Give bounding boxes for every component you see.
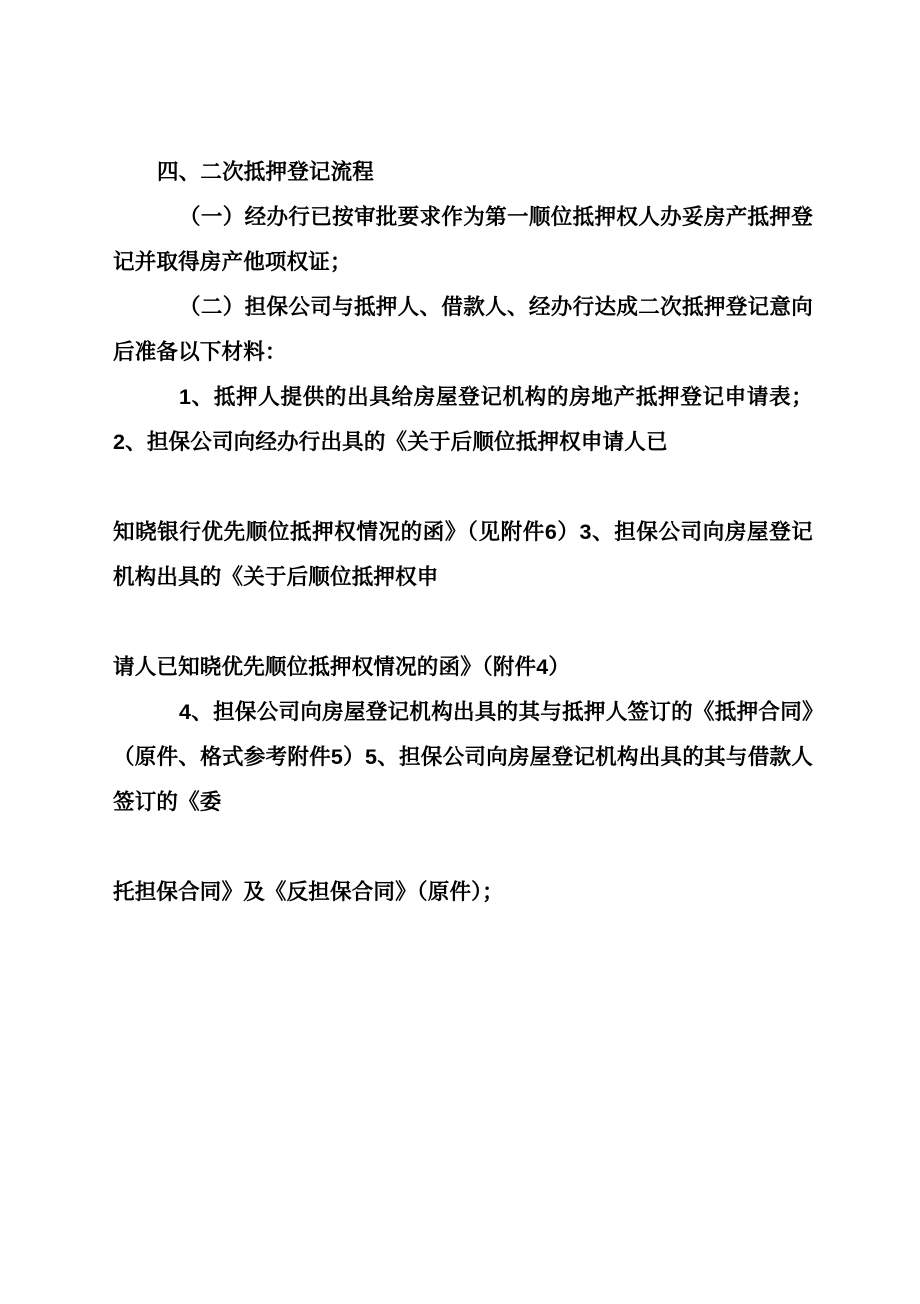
paragraph-item-1: （一）经办行已按审批要求作为第一顺位抵押权人办妥房产抵押登记并取得房产他项权证； bbox=[113, 205, 813, 274]
paragraph-item-2: （二）担保公司与抵押人、借款人、经办行达成二次抵押登记意向后准备以下材料： bbox=[113, 295, 813, 364]
paragraph-spacer-1 bbox=[113, 465, 813, 510]
document-body bbox=[113, 150, 813, 915]
paragraph-item-3: 1、抵押人提供的出具给房屋登记机构的房地产抵押登记申请表；2、担保公司向经办行出具的《关于后顺位抵押权申请人已 bbox=[113, 385, 813, 454]
paragraph-item-4: 知晓银行优先顺位抵押权情况的函》（见附件6）3、担保公司向房屋登记机构出具的《关于后顺位抵押权申 bbox=[113, 520, 813, 589]
section-heading: 四、二次抵押登记流程 bbox=[157, 160, 375, 184]
paragraph-spacer-2 bbox=[113, 600, 813, 645]
paragraph-item-5: 请人已知晓优先顺位抵押权情况的函》（附件4） bbox=[113, 655, 571, 679]
paragraph-spacer-3 bbox=[113, 825, 813, 870]
paragraph-item-6: 4、担保公司向房屋登记机构出具的其与抵押人签订的《抵押合同》（原件、格式参考附件5）5、担保公司向房屋登记机构出具的其与借款人签订的《委 bbox=[113, 700, 813, 814]
paragraph-item-7: 托担保合同》及《反担保合同》（原件）； bbox=[113, 880, 504, 904]
